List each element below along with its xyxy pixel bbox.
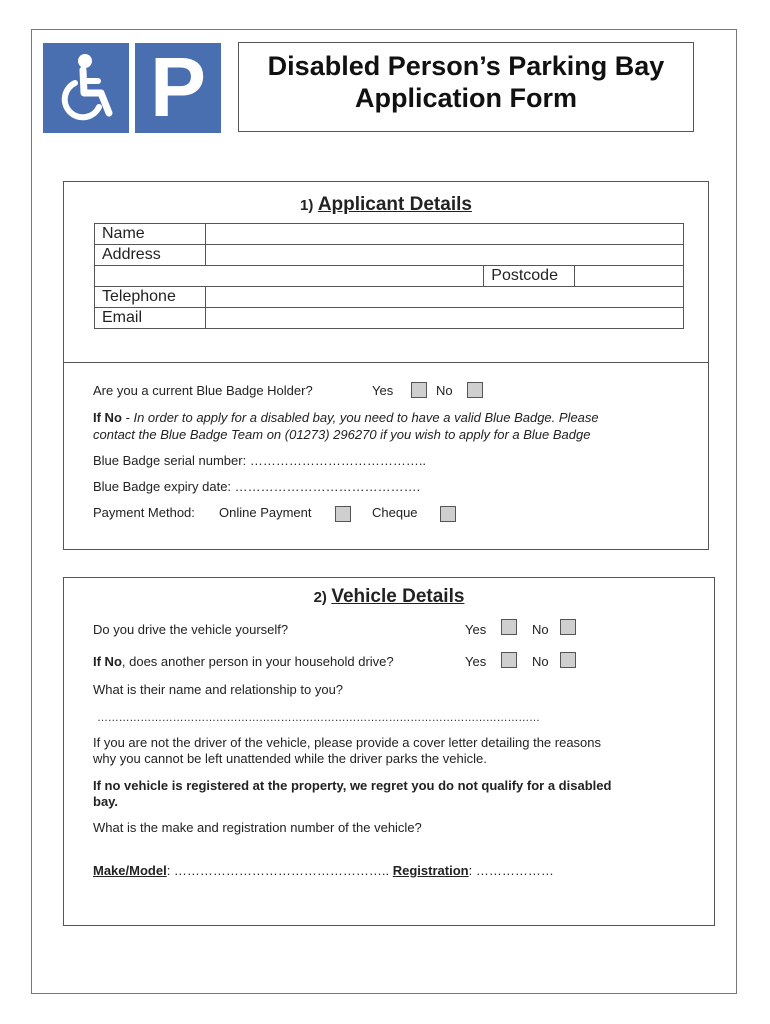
online-payment-checkbox[interactable] xyxy=(335,506,351,522)
make-registration-question: What is the make and registration number of the vehicle? xyxy=(93,820,422,835)
address-label: Address xyxy=(95,245,206,266)
other-driver-yes-checkbox[interactable] xyxy=(501,652,517,668)
if-no-note-line2: contact the Blue Badge Team on (01273) 296270 if you wish to apply for a Blue Badge xyxy=(93,427,591,442)
blue-badge-yes-checkbox[interactable] xyxy=(411,382,427,398)
telephone-field[interactable] xyxy=(205,287,683,308)
no-vehicle-warning-line2: bay. xyxy=(93,794,119,809)
other-driver-yes-label: Yes xyxy=(465,654,487,669)
drive-yes-label: Yes xyxy=(465,622,487,637)
name-field[interactable] xyxy=(205,224,683,245)
address-field-line2[interactable] xyxy=(95,266,484,287)
wheelchair-icon xyxy=(43,43,129,133)
telephone-label: Telephone xyxy=(95,287,206,308)
make-model-field[interactable]: : ………………………………………….. xyxy=(166,863,393,878)
cover-letter-note-line2: why you cannot be left unattended while the driver parks the vehicle. xyxy=(93,751,487,766)
parking-sign xyxy=(135,40,221,134)
postcode-label: Postcode xyxy=(484,266,575,287)
address-field[interactable] xyxy=(205,245,683,266)
email-field[interactable] xyxy=(205,308,683,329)
serial-number-field[interactable]: Blue Badge serial number: ………………………………….. xyxy=(93,453,427,468)
other-driver-no-checkbox[interactable] xyxy=(560,652,576,668)
name-label: Name xyxy=(95,224,206,245)
drive-yes-checkbox[interactable] xyxy=(501,619,517,635)
postcode-field[interactable] xyxy=(575,266,684,287)
other-driver-question: If No, does another person in your household drive? xyxy=(93,654,394,669)
registration-field[interactable]: : ……………… xyxy=(468,863,554,878)
if-no-note-line1: If No - In order to apply for a disabled bay, you need to have a valid Blue Badge. Please xyxy=(93,410,599,425)
section2-heading: 2) Vehicle Details xyxy=(313,586,465,607)
vehicle-details-section xyxy=(63,577,715,926)
blue-badge-no-label: No xyxy=(436,383,453,398)
section1-divider xyxy=(64,362,708,363)
email-label: Email xyxy=(95,308,206,329)
expiry-date-field[interactable]: Blue Badge expiry date: ……………………………………. xyxy=(93,479,421,494)
applicant-details-table xyxy=(94,223,684,329)
section1-heading: 1) Applicant Details xyxy=(300,194,472,215)
blue-badge-question: Are you a current Blue Badge Holder? xyxy=(93,383,313,398)
blue-badge-no-checkbox[interactable] xyxy=(467,382,483,398)
other-driver-no-label: No xyxy=(532,654,549,669)
parking-letter: P xyxy=(149,40,207,134)
drive-question: Do you drive the vehicle yourself? xyxy=(93,622,289,637)
form-title-line2: Application Form xyxy=(355,83,577,113)
make-model-label: Make/Model xyxy=(93,863,167,878)
drive-no-checkbox[interactable] xyxy=(560,619,576,635)
section2-title: Vehicle Details xyxy=(331,586,465,607)
applicant-details-section xyxy=(63,181,709,550)
drive-no-label: No xyxy=(532,622,549,637)
no-vehicle-warning-line1: If no vehicle is registered at the property, we regret you do not qualify for a disabled xyxy=(93,778,612,793)
online-payment-label: Online Payment xyxy=(219,505,312,520)
payment-method-label: Payment Method: xyxy=(93,505,195,520)
blue-badge-yes-label: Yes xyxy=(372,383,394,398)
cover-letter-note-line1: If you are not the driver of the vehicle, please provide a cover letter detailing the reasons xyxy=(93,735,602,750)
relationship-answer-line[interactable]: …………………………………………………………………………………………………………… xyxy=(97,712,540,724)
relationship-question: What is their name and relationship to you? xyxy=(93,682,344,697)
wheelchair-sign xyxy=(43,43,129,133)
form-title-line1: Disabled Person’s Parking Bay xyxy=(267,51,665,81)
make-registration-line xyxy=(93,863,554,879)
cheque-label: Cheque xyxy=(372,505,418,520)
registration-label: Registration xyxy=(392,863,469,878)
form-title-box xyxy=(238,42,694,132)
section1-title: Applicant Details xyxy=(317,194,472,215)
cheque-checkbox[interactable] xyxy=(440,506,456,522)
